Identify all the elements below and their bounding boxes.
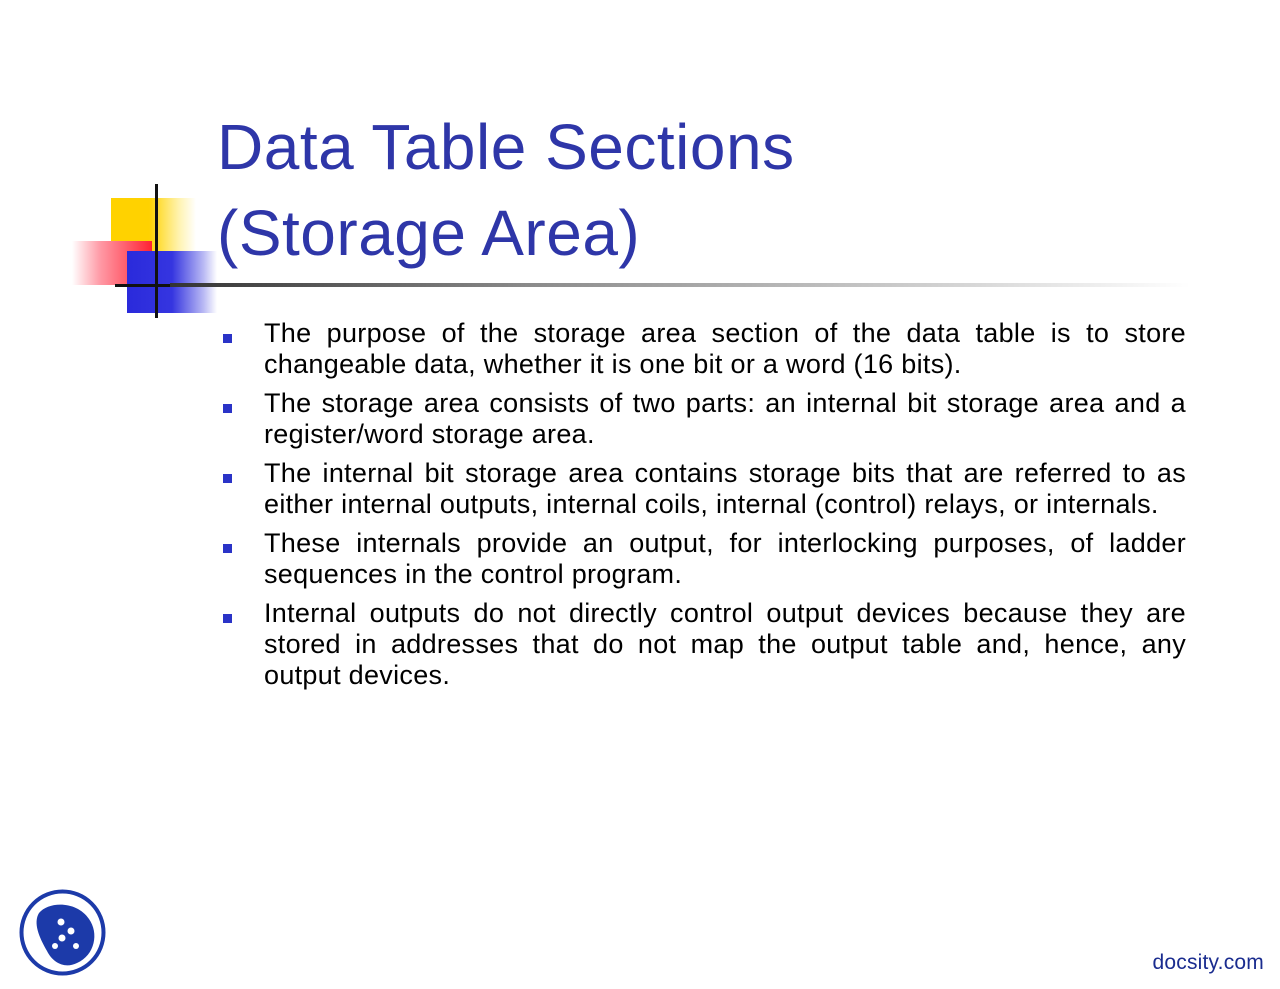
bullet-text: The internal bit storage area contains storage bits that are referred to as either internal outputs, internal coils, internal (control) relays, or internals. [264,458,1186,519]
bullet-item [220,388,1186,450]
square-bullet-icon [223,334,232,343]
bullet-item [220,598,1186,691]
slide-title-line-1: Data Table Sections [217,111,795,183]
slide-title [217,104,1117,276]
title-underline [170,283,1190,287]
bullet-text: The purpose of the storage area section of the data table is to store changeable data, whether it is one bit or a word (16 bits). [264,318,1186,379]
decor-vertical-line [155,184,158,318]
bullet-text: The storage area consists of two parts: an internal bit storage area and a register/word storage area. [264,388,1186,449]
bullet-list [220,318,1186,699]
slide-title-line-2: (Storage Area) [217,197,641,269]
square-bullet-icon [223,544,232,553]
decor-horizontal-line-left [115,284,175,287]
square-bullet-icon [223,474,232,483]
bullet-text: Internal outputs do not directly control output devices because they are stored in addresses that do not map the output table and, hence, any output devices. [264,598,1186,690]
bullet-item [220,318,1186,380]
square-bullet-icon [223,404,232,413]
decor-blue-square [127,251,217,313]
docsity-link[interactable]: docsity.com [1152,951,1264,974]
bullet-item [220,458,1186,520]
bullet-text: These internals provide an output, for interlocking purposes, of ladder sequences in the control program. [264,528,1186,589]
bullet-item [220,528,1186,590]
square-bullet-icon [223,614,232,623]
docsity-logo-icon[interactable] [19,889,106,976]
